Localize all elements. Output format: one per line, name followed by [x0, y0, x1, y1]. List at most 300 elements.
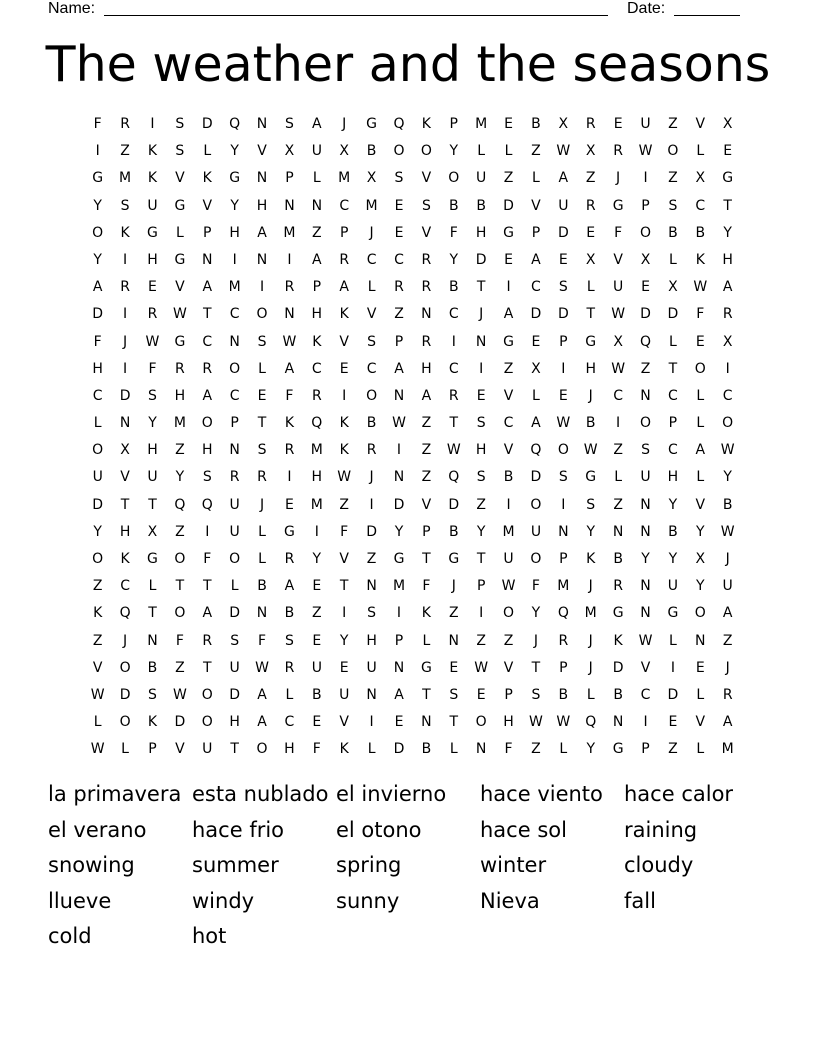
grid-letter: D [667, 686, 679, 703]
grid-letter: O [420, 143, 432, 160]
grid-letter: N [147, 632, 158, 649]
grid-letter: N [393, 387, 405, 404]
grid-letter: T [476, 551, 486, 567]
grid-letter: R [202, 632, 213, 649]
grid-letter: E [504, 251, 513, 268]
grid-letter: A [312, 251, 322, 268]
grid-letter: E [312, 714, 322, 731]
grid-letter: V [339, 714, 349, 731]
grid-letter: B [585, 415, 596, 432]
grid-letter: S [476, 469, 486, 486]
grid-letter: B [448, 523, 459, 540]
grid-letter: V [695, 714, 706, 731]
grid-letter: I [205, 523, 210, 540]
grid-letter: A [394, 360, 404, 377]
grid-letter: W [474, 659, 489, 676]
grid-letter: Q [201, 496, 213, 513]
grid-letter: V [175, 741, 185, 758]
grid-letter: B [558, 686, 569, 703]
grid-letter: U [366, 659, 377, 676]
grid-letter: F [93, 116, 102, 132]
grid-letter: L [586, 279, 595, 296]
grid-letter: V [613, 251, 623, 268]
grid-letter: D [229, 686, 241, 703]
grid-letter: L [696, 415, 705, 432]
grid-letter: R [366, 442, 377, 459]
grid-letter: M [392, 578, 406, 595]
grid-letter: Z [312, 605, 322, 622]
grid-letter: I [561, 360, 566, 377]
grid-letter: Z [421, 415, 432, 432]
grid-letter: U [92, 469, 103, 486]
grid-letter: T [148, 605, 157, 622]
grid-letter: P [285, 170, 294, 187]
grid-letter: N [256, 116, 268, 132]
grid-letter: F [258, 632, 267, 649]
grid-letter: N [229, 442, 240, 459]
grid-letter: X [722, 116, 733, 132]
grid-letter: U [147, 469, 158, 486]
grid-letter: Z [503, 170, 514, 187]
grid-letter: N [558, 523, 569, 540]
grid-letter: R [257, 469, 267, 486]
grid-letter: C [339, 197, 350, 214]
grid-letter: T [449, 714, 459, 731]
grid-letter: C [229, 387, 240, 404]
grid-letter: P [668, 415, 678, 432]
grid-letter: N [640, 578, 651, 595]
word-bank-item: snowing [48, 853, 135, 878]
grid-letter: T [202, 659, 212, 676]
grid-letter: O [201, 415, 213, 432]
grid-letter: X [284, 143, 295, 160]
grid-letter: J [725, 551, 730, 567]
grid-letter: M [584, 605, 597, 622]
grid-letter: R [722, 306, 733, 323]
grid-letter: S [586, 496, 596, 513]
grid-letter: W [638, 143, 653, 160]
grid-letter: Y [230, 143, 239, 160]
grid-letter: P [559, 333, 568, 350]
grid-letter: R [448, 387, 459, 404]
grid-letter: F [614, 224, 623, 241]
grid-letter: A [257, 714, 267, 731]
grid-letter: B [147, 659, 158, 676]
grid-letter: D [640, 306, 651, 323]
grid-letter: Z [120, 143, 130, 160]
grid-letter: K [147, 714, 158, 731]
grid-letter: E [339, 360, 349, 377]
grid-letter: L [696, 143, 705, 160]
grid-letter: C [366, 251, 377, 268]
grid-letter: C [448, 306, 459, 323]
grid-letter: H [585, 360, 596, 377]
grid-letter: Y [723, 469, 732, 486]
grid-letter: L [696, 686, 705, 703]
grid-letter: J [123, 333, 128, 350]
grid-letter: G [448, 551, 460, 567]
grid-letter: I [643, 714, 648, 731]
grid-letter: I [342, 387, 347, 404]
grid-letter: K [339, 741, 349, 758]
grid-letter: E [558, 251, 568, 268]
grid-letter: F [175, 632, 184, 649]
grid-letter: M [173, 415, 186, 432]
grid-letter: N [612, 523, 624, 540]
grid-letter: G [229, 170, 241, 187]
grid-letter: T [202, 578, 212, 595]
grid-letter: Q [174, 496, 186, 513]
grid-letter: A [722, 714, 733, 731]
grid-letter: A [202, 387, 213, 404]
grid-letter: B [421, 741, 432, 758]
grid-letter: X [640, 251, 651, 268]
grid-letter: L [367, 279, 376, 296]
grid-letter: D [119, 686, 131, 703]
grid-letter: Y [449, 143, 459, 160]
grid-letter: C [394, 251, 404, 268]
grid-letter: R [394, 279, 404, 296]
grid-letter: N [421, 306, 432, 323]
grid-letter: R [585, 116, 596, 132]
grid-letter: J [369, 469, 374, 486]
grid-letter: L [203, 143, 212, 160]
grid-letter: Z [421, 442, 432, 459]
grid-letter: O [92, 551, 104, 567]
grid-letter: N [695, 632, 706, 649]
grid-letter: T [148, 496, 157, 513]
grid-letter: Z [175, 442, 185, 459]
grid-letter: N [393, 659, 405, 676]
grid-letter: V [202, 197, 213, 214]
grid-letter: E [476, 387, 486, 404]
grid-letter: J [342, 116, 347, 132]
grid-letter: C [722, 387, 733, 404]
grid-letter: M [502, 523, 515, 540]
grid-letter: H [147, 442, 158, 459]
grid-letter: J [479, 306, 484, 323]
grid-letter: R [120, 116, 130, 132]
grid-letter: L [258, 360, 266, 377]
grid-letter: G [366, 116, 378, 132]
grid-letter: K [339, 306, 349, 323]
grid-letter: Y [230, 197, 239, 214]
grid-letter: B [284, 605, 295, 622]
grid-letter: Y [696, 523, 705, 540]
grid-letter: O [530, 496, 542, 513]
grid-letter: H [311, 306, 323, 323]
grid-letter: T [531, 659, 541, 676]
grid-letter: L [93, 714, 102, 731]
grid-letter: K [147, 170, 158, 187]
grid-letter: P [559, 551, 568, 567]
grid-letter: Y [93, 197, 102, 214]
grid-letter: O [201, 714, 213, 731]
grid-letter: P [394, 333, 404, 350]
name-label: Name: [48, 0, 96, 17]
grid-letter: U [640, 469, 651, 486]
grid-letter: I [369, 714, 374, 731]
grid-letter: X [585, 143, 596, 160]
grid-letter: P [449, 116, 458, 132]
word-bank-item: windy [192, 888, 255, 913]
grid-letter: O [694, 360, 706, 377]
grid-letter: Z [312, 224, 322, 241]
grid-letter: V [695, 496, 706, 513]
grid-letter: A [257, 686, 267, 703]
grid-letter: U [612, 279, 624, 296]
word-bank-item: Nieva [480, 888, 540, 913]
grid-letter: T [422, 686, 431, 703]
grid-letter: D [448, 496, 460, 513]
grid-letter: O [256, 741, 268, 758]
grid-letter: U [229, 496, 240, 513]
grid-letter: M [283, 224, 296, 241]
grid-letter: W [693, 279, 708, 296]
grid-letter: L [532, 387, 540, 404]
grid-letter: A [202, 605, 213, 622]
grid-letter: L [696, 469, 705, 486]
grid-letter: C [284, 714, 295, 731]
grid-letter: W [638, 632, 653, 649]
grid-letter: G [174, 251, 186, 268]
date-field[interactable] [674, 15, 740, 16]
grid-letter: P [148, 741, 157, 758]
grid-letter: O [393, 143, 405, 160]
grid-letter: E [449, 659, 459, 676]
grid-letter: V [92, 659, 103, 676]
word-bank-item: spring [336, 853, 402, 878]
grid-letter: H [421, 360, 432, 377]
grid-letter: S [148, 686, 157, 703]
grid-letter: F [93, 333, 102, 350]
grid-letter: N [366, 686, 377, 703]
grid-letter: Y [696, 578, 705, 595]
grid-letter: R [229, 469, 240, 486]
grid-letter: N [448, 632, 460, 649]
grid-letter: V [640, 659, 651, 676]
grid-letter: B [668, 224, 678, 241]
grid-letter: W [720, 442, 735, 459]
grid-letter: M [119, 170, 132, 187]
grid-letter: Z [476, 496, 486, 513]
grid-letter: G [147, 224, 158, 241]
grid-letter: G [585, 469, 597, 486]
grid-letter: Z [503, 632, 514, 649]
grid-letter: Z [640, 360, 651, 377]
grid-letter: D [92, 496, 104, 513]
grid-letter: L [422, 632, 431, 649]
grid-letter: S [120, 197, 130, 214]
grid-letter: B [312, 686, 322, 703]
grid-letter: C [120, 578, 130, 595]
grid-letter: P [641, 197, 650, 214]
grid-letter: U [476, 170, 487, 187]
grid-letter: E [312, 632, 322, 649]
grid-letter: I [232, 251, 237, 268]
grid-letter: R [421, 251, 432, 268]
grid-letter: S [230, 632, 240, 649]
grid-letter: Z [421, 469, 432, 486]
grid-letter: Z [531, 143, 541, 160]
grid-letter: O [174, 551, 186, 567]
grid-letter: B [476, 197, 486, 214]
grid-letter: Z [175, 659, 185, 676]
grid-letter: H [201, 442, 213, 459]
grid-letter: B [366, 143, 377, 160]
grid-letter: G [503, 333, 514, 350]
word-bank-item: winter [480, 853, 547, 878]
grid-letter: E [695, 659, 705, 676]
grid-letter: A [531, 415, 541, 432]
grid-letter: O [448, 170, 460, 187]
grid-letter: H [475, 442, 487, 459]
grid-letter: I [479, 360, 484, 377]
grid-letter: Q [557, 605, 569, 622]
grid-letter: C [668, 387, 678, 404]
grid-letter: Z [92, 578, 103, 595]
grid-letter: B [448, 279, 459, 296]
grid-letter: F [449, 224, 458, 241]
grid-letter: I [506, 496, 511, 513]
grid-letter: E [257, 387, 267, 404]
grid-letter: G [147, 551, 158, 567]
grid-letter: B [503, 469, 514, 486]
grid-letter: I [123, 251, 128, 268]
grid-letter: H [722, 251, 733, 268]
grid-letter: N [256, 170, 268, 187]
grid-letter: E [148, 279, 157, 296]
word-bank-item: hace viento [480, 782, 603, 806]
grid-letter: O [201, 686, 213, 703]
grid-letter: O [639, 415, 652, 432]
grid-letter: M [310, 442, 323, 459]
grid-letter: W [720, 523, 735, 540]
grid-letter: O [229, 360, 241, 377]
grid-letter: B [531, 116, 541, 132]
grid-letter: D [92, 306, 104, 323]
grid-letter: E [394, 224, 404, 241]
grid-letter: Q [311, 415, 323, 432]
word-bank-item: la primavera [48, 782, 182, 806]
grid-letter: Q [530, 442, 542, 459]
grid-letter: E [394, 714, 404, 731]
word-bank-item: el otono [336, 817, 422, 842]
grid-letter: F [422, 578, 431, 595]
grid-letter: O [229, 551, 241, 567]
grid-letter: Y [339, 632, 349, 649]
grid-letter: Y [586, 741, 595, 758]
page-title: The weather and the seasons [45, 36, 771, 93]
grid-letter: I [479, 605, 484, 622]
word-bank-item: summer [192, 853, 279, 878]
grid-letter: N [421, 714, 432, 731]
word-bank-item: cloudy [624, 853, 694, 878]
grid-letter: S [668, 197, 678, 214]
grid-letter: E [285, 496, 294, 513]
grid-letter: V [531, 197, 541, 214]
grid-letter: Z [613, 442, 623, 459]
grid-letter: P [476, 578, 486, 595]
name-field[interactable] [104, 15, 608, 16]
grid-letter: Z [722, 632, 733, 649]
grid-letter: H [667, 469, 679, 486]
grid-letter: J [259, 496, 265, 513]
grid-letter: F [148, 360, 157, 377]
grid-letter: H [256, 197, 268, 214]
grid-letter: X [558, 116, 569, 132]
grid-letter: N [229, 333, 240, 350]
grid-letter: J [588, 659, 593, 676]
grid-letter: A [284, 578, 295, 595]
grid-letter: C [503, 415, 514, 432]
grid-letter: V [175, 170, 185, 187]
grid-letter: N [284, 306, 295, 323]
grid-letter: Z [668, 170, 678, 187]
grid-letter: O [503, 605, 515, 622]
grid-letter: A [722, 605, 733, 622]
grid-letter: U [640, 116, 651, 132]
grid-letter: I [123, 306, 128, 323]
grid-letter: U [558, 197, 569, 214]
grid-letter: D [530, 469, 542, 486]
grid-letter: X [339, 143, 349, 160]
grid-letter: J [725, 659, 730, 676]
grid-letter: K [613, 632, 623, 649]
grid-letter: R [585, 197, 596, 214]
grid-letter: M [475, 116, 488, 132]
grid-letter: W [282, 333, 297, 350]
grid-letter: C [202, 333, 213, 350]
grid-letter: A [284, 360, 295, 377]
word-bank-item: llueve [48, 888, 112, 913]
grid-letter: L [121, 741, 129, 758]
grid-letter: Y [668, 551, 678, 567]
grid-letter: G [174, 333, 186, 350]
grid-letter: D [366, 523, 377, 540]
grid-letter: L [258, 551, 266, 567]
grid-letter: R [147, 306, 158, 323]
grid-letter: E [339, 659, 349, 676]
grid-letter: W [392, 415, 406, 432]
grid-letter: Y [531, 605, 541, 622]
grid-letter: W [145, 333, 160, 350]
grid-letter: Z [613, 496, 623, 513]
grid-letter: Q [639, 333, 652, 350]
grid-letter: Y [394, 523, 404, 540]
grid-letter: R [339, 251, 350, 268]
grid-letter: G [585, 333, 597, 350]
grid-letter: I [287, 251, 292, 268]
grid-letter: P [641, 741, 650, 758]
grid-letter: A [202, 279, 213, 296]
grid-letter: I [287, 469, 292, 486]
grid-letter: W [556, 714, 571, 731]
grid-letter: J [369, 224, 374, 241]
grid-letter: P [312, 279, 322, 296]
grid-letter: T [202, 306, 212, 323]
grid-letter: W [172, 306, 187, 323]
word-bank-item: hot [192, 924, 227, 949]
grid-letter: D [667, 306, 679, 323]
grid-letter: U [667, 578, 679, 595]
grid-letter: C [640, 686, 651, 703]
grid-letter: A [312, 116, 322, 132]
grid-letter: F [312, 741, 321, 758]
grid-letter: O [557, 442, 569, 459]
grid-letter: T [175, 578, 185, 595]
grid-letter: N [202, 251, 213, 268]
